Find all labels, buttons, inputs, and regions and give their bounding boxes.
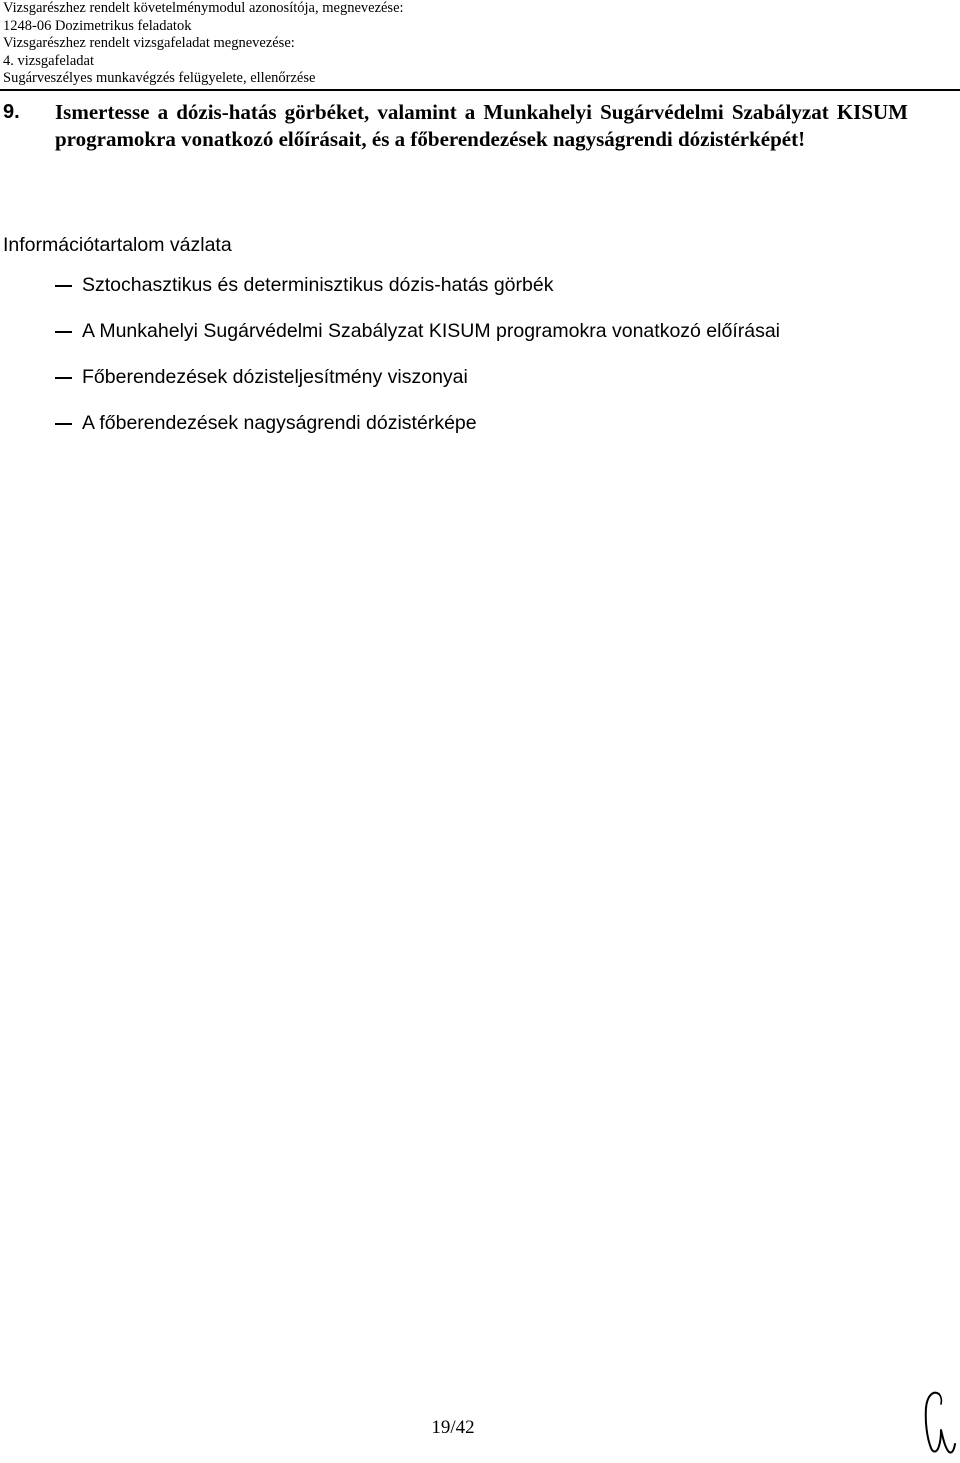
header-line-module-label: Vizsgarészhez rendelt követelménymodul azonosítója, megnevezése:	[3, 0, 404, 16]
list-item-text: Sztochasztikus és determinisztikus dózis-hatás görbék	[82, 274, 554, 296]
header-line-module-id: 1248-06 Dozimetrikus feladatok	[3, 17, 192, 34]
header-line-task-title: Sugárveszélyes munkavégzés felügyelete, ellenőrzése	[3, 70, 316, 87]
dash-bullet-icon	[55, 331, 72, 333]
header-divider	[0, 89, 960, 91]
dash-bullet-icon	[55, 377, 72, 379]
header-line-task-label: Vizsgarészhez rendelt vizsgafeladat megnevezése:	[3, 35, 295, 52]
document-header	[3, 0, 953, 88]
list-item	[0, 271, 940, 317]
dash-bullet-icon	[55, 423, 72, 425]
signature-icon	[919, 1386, 957, 1458]
question-block	[3, 99, 908, 153]
list-item-text: A Munkahelyi Sugárvédelmi Szabályzat KISUM programokra vonatkozó előírásai	[82, 320, 781, 342]
outline-title: Információtartalom vázlata	[3, 234, 232, 256]
dash-bullet-icon	[55, 285, 72, 287]
page-number: 19/42	[431, 1417, 475, 1438]
list-item	[0, 317, 940, 363]
outline-list	[0, 271, 940, 455]
question-text: Ismertesse a dózis-hatás görbéket, valamint a Munkahelyi Sugárvédelmi Szabályzat KISUM programokra vonatkozó előírásait, és a főberendezések nagyságrendi dózistérképét!	[55, 100, 908, 151]
question-number: 9.	[3, 101, 20, 123]
header-line-task-number: 4. vizsgafeladat	[3, 52, 94, 69]
list-item	[0, 363, 940, 409]
list-item-text: Főberendezések dózisteljesítmény viszonyai	[82, 366, 468, 388]
list-item-text: A főberendezések nagyságrendi dózistérképe	[82, 412, 477, 434]
list-item	[0, 409, 940, 455]
